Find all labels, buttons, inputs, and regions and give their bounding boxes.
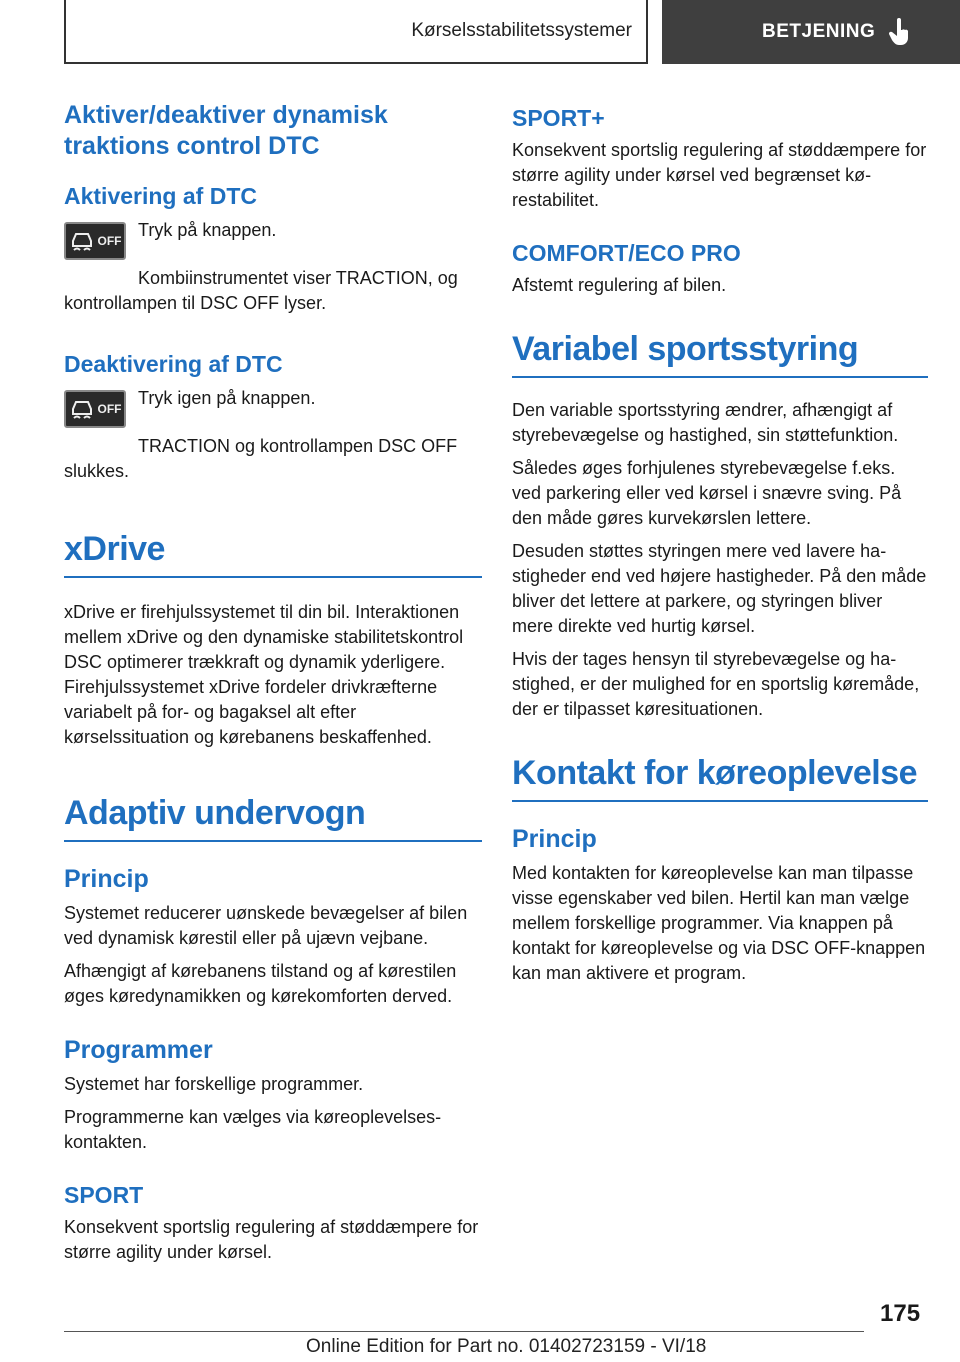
dtc-heading: Aktiver/deaktiver dynamisk traktions control DTC [64,101,388,160]
xdrive-paragraph: xDrive er firehjulssystemet til din bil. Interaktionen mellem xDrive og den dynamiske stabilitetskontrol DSC optimerer trækkraft og dynamik yderligere. Firehjulssystemet xDrive fordeler drivkræfterne variabelt på for- og bagaksel alt efter kørselssituation og kørebanens beskaffenhed. [64,602,464,747]
deactivate-step-1: Tryk igen på knappen. [138,388,316,408]
princip-paragraph-2: Afhængigt af kørebanens tilstand og af kørestilen øges køredynamikken og kørekomforten derved. [64,961,457,1006]
dtc-button-image [64,222,126,260]
header-chapter [662,0,960,64]
adaptive-heading: Adaptiv undervogn [64,792,482,842]
princip-paragraph-1: Systemet reducerer uønskede bevægelser af bilen ved dynamisk kørestil eller på ujævn vejbane. [64,903,468,948]
steering-heading: Variabel sportsstyring [512,328,928,378]
dtc-button-off-label: OFF [97,402,122,416]
activate-step-2: Kombiinstrumentet viser TRACTION, og kontrollampen til DSC OFF lyser. [64,268,458,313]
steering-paragraph-1: Den variable sportsstyring ændrer, afhængigt af styrebevægelse og hastighed, sin støttefunktion. [512,400,899,445]
sportplus-heading: SPORT+ [512,105,605,131]
header-section-title: Kørselsstabilitetssystemer [411,20,632,41]
left-column [64,100,482,1265]
contact-princip-heading: Princip [512,825,597,853]
programmer-heading: Programmer [64,1036,213,1064]
page-number: 175 [880,1300,921,1327]
sport-heading: SPORT [64,1182,144,1208]
right-column [512,100,928,986]
steering-paragraph-2: Således øges forhjulenes styrebevægelse f.eks. ved parkering eller ved kørsel i snævre sving. På den måde gøres kurvekørslen lettere. [512,458,902,528]
deactivate-dtc-heading: Deaktivering af DTC [64,351,283,377]
comfort-heading: COMFORT/ECO PRO [512,240,741,266]
activate-instruction [64,218,482,260]
sport-paragraph: Konsekvent sportslig regulering af støddæmpere for større agility under kørsel. [64,1217,479,1262]
programmer-paragraph-2: Programmerne kan vælges via køreoplevelseskontakten. [64,1107,442,1152]
princip-heading: Princip [64,865,149,893]
footer-divider [64,1331,864,1332]
deactivate-instruction [64,386,482,428]
skid-car-icon [69,229,95,253]
activate-dtc-heading: Aktivering af DTC [64,183,257,209]
steering-paragraph-3: Desuden støttes styringen mere ved lavere hastigheder end ved højere hastigheder. På den måde bliver det lettere at parkere, og styringen bliver mere direkte ved hurtig kørsel. [512,541,927,636]
programmer-paragraph-1: Systemet har forskellige programmer. [64,1074,364,1094]
sportplus-paragraph: Konsekvent sportslig regulering af støddæmpere for større agility under kørsel ved begrænset kørestabilitet. [512,140,927,210]
comfort-paragraph: Afstemt regulering af bilen. [512,275,727,295]
dtc-button-off-label: OFF [97,234,122,248]
pointing-hand-icon [887,18,913,46]
steering-paragraph-4: Hvis der tages hensyn til styrebevægelse og hastighed, er der mulighed for en sportslig køremåde, der er tilpasset køresituationen. [512,649,920,719]
footer-edition: Online Edition for Part no. 01402723159 - VI/18 [306,1336,707,1357]
header-section [64,0,648,64]
contact-heading: Kontakt for køreoplevelse [512,752,928,802]
header-chapter-title: BETJENING [762,21,876,42]
activate-step-1: Tryk på knappen. [138,220,277,240]
xdrive-heading: xDrive [64,528,482,578]
deactivate-step-2: TRACTION og kontrollampen DSC OFF slukkes. [64,436,458,481]
skid-car-icon [69,397,95,421]
dtc-button-image [64,390,126,428]
contact-paragraph: Med kontakten for køreoplevelse kan man tilpasse visse egenskaber ved bilen. Hertil kan man vælge mellem forskellige programmer. Via knappen på kontakt for køreoplevelse og via DSC OFF-knappen kan man aktivere et program. [512,863,926,983]
